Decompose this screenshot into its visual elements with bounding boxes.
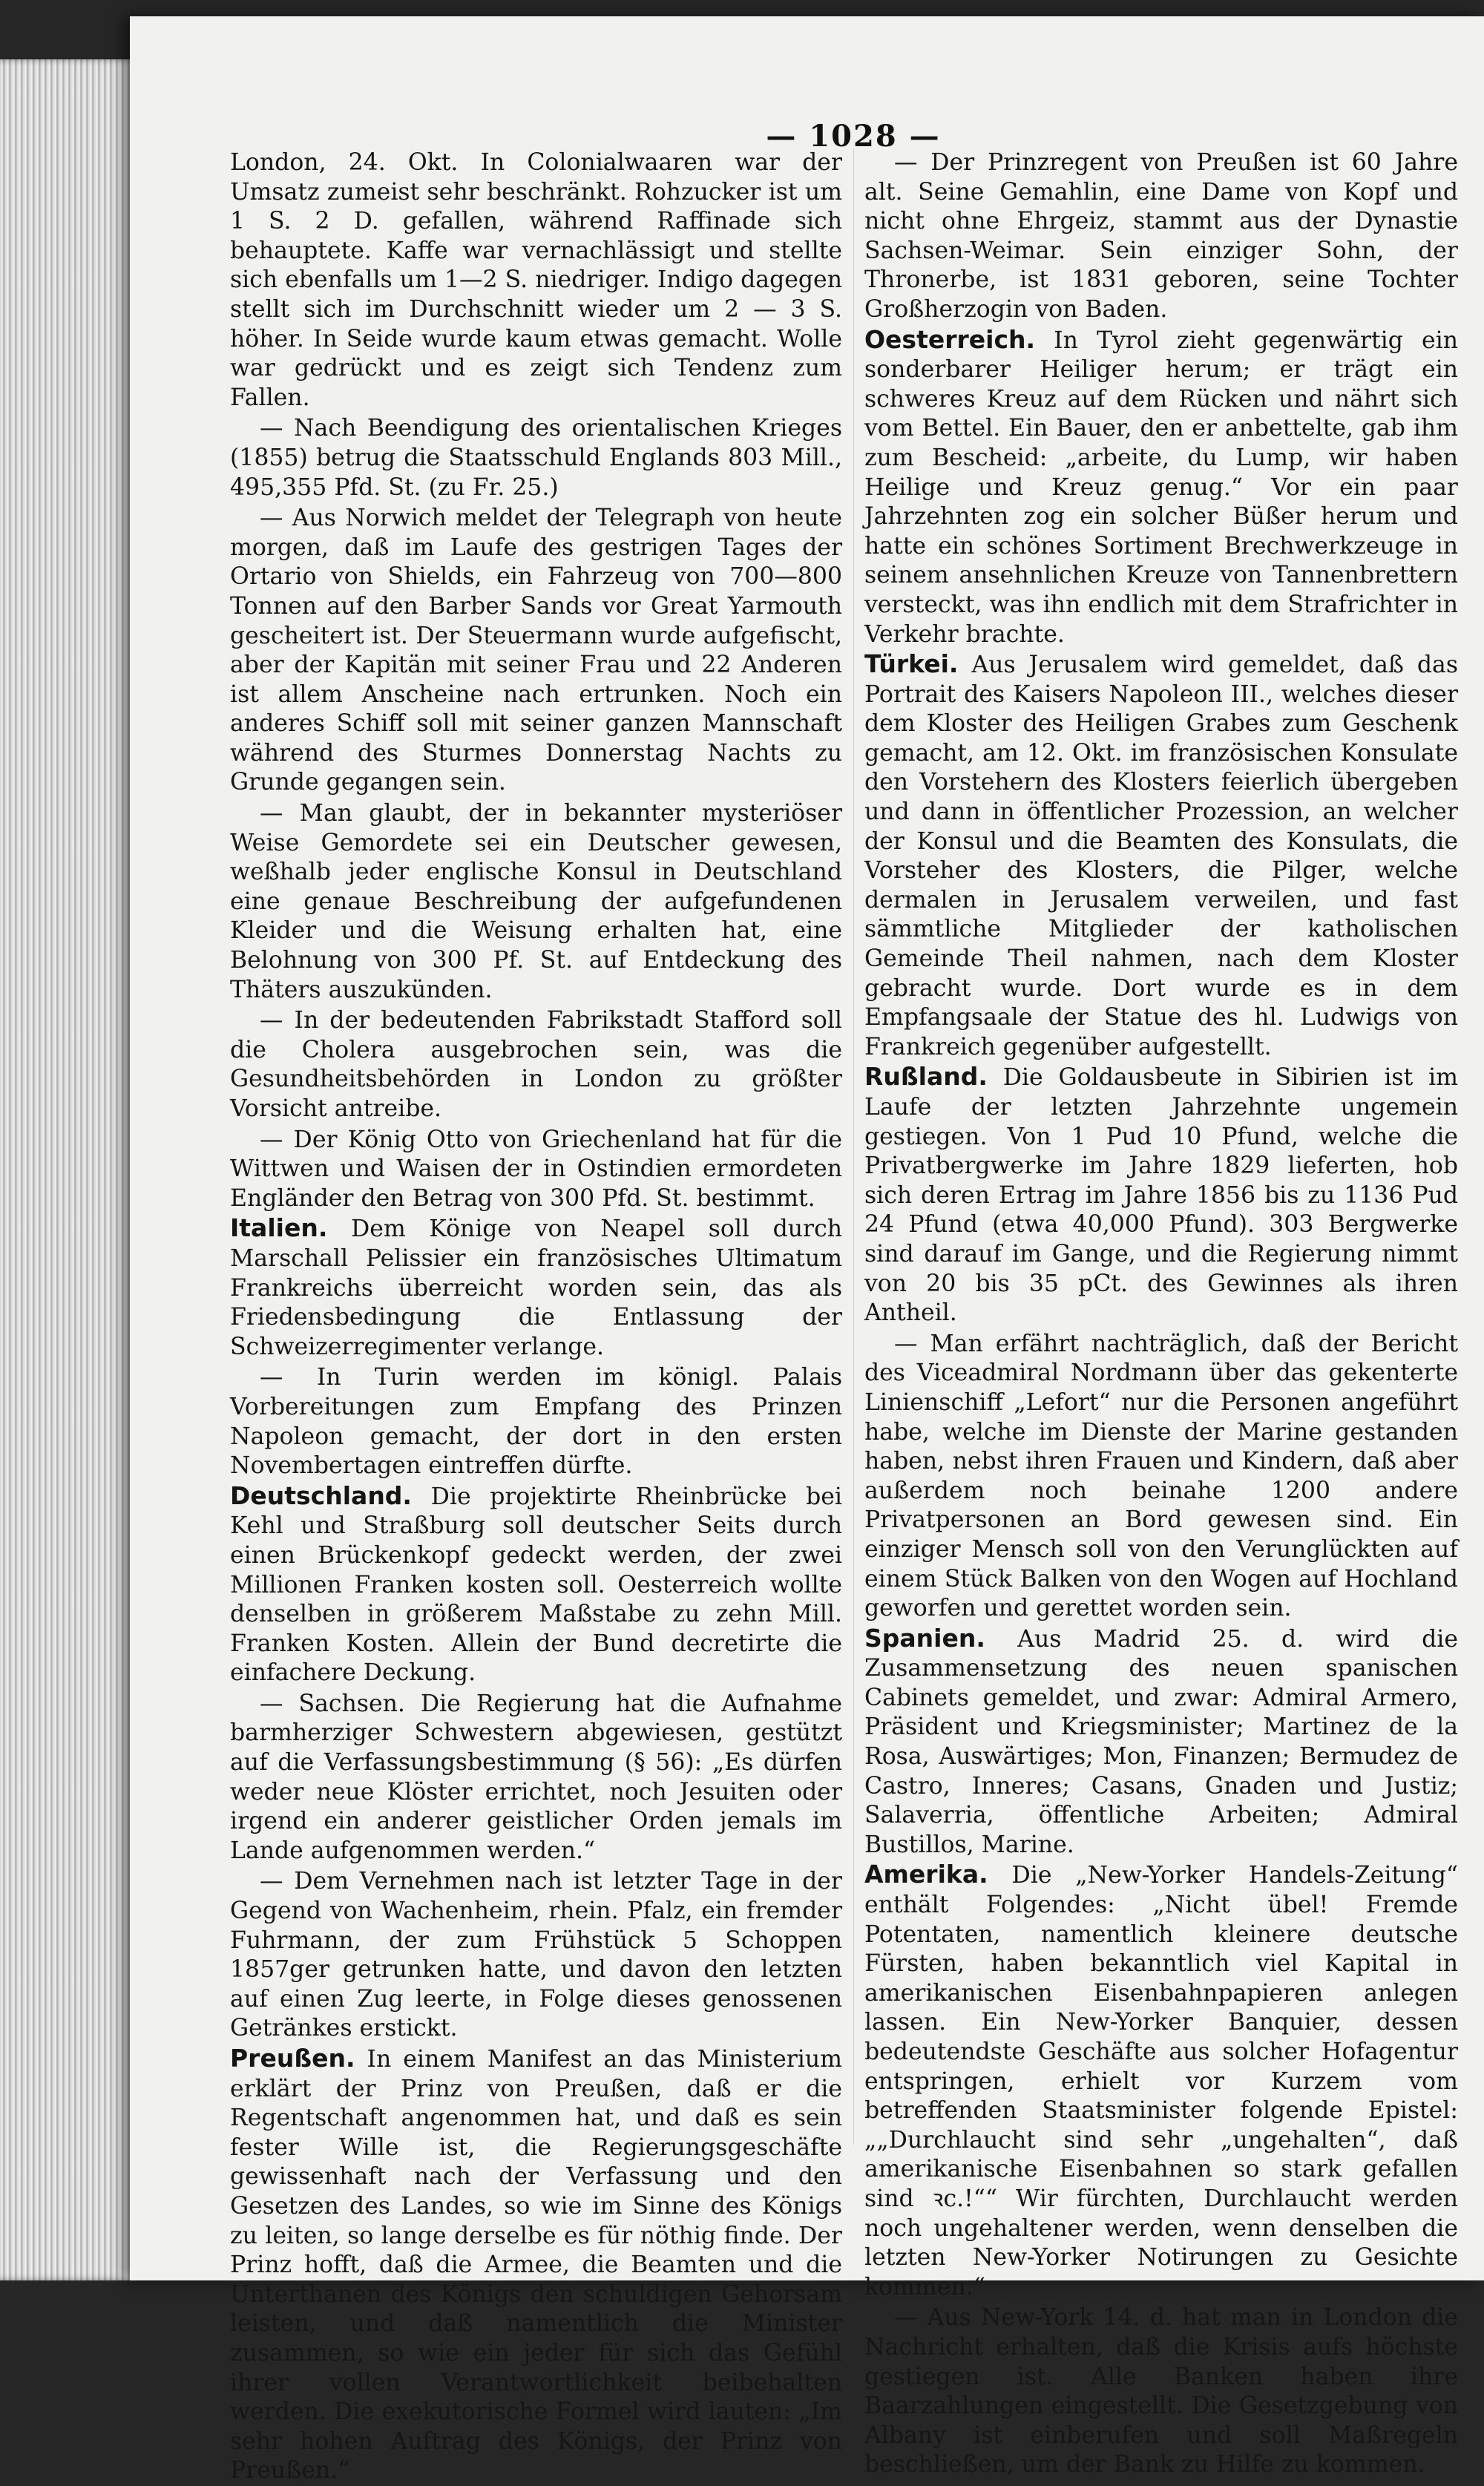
section-heading: Deutschland.	[230, 1480, 412, 1510]
page-number: — 1028 —	[766, 119, 941, 154]
article-nordmann: — Man erfährt nachträglich, daß der Bericht des Viceadmiral Nordmann über das gekenterte Linienschiff „Lefort“ nur die Personen angeführt habe, welche im Dienste der Marine gestanden haben, nebst ihren Frauen und Kindern, daß aber außerdem noch beinahe 1200 andere Privatpersonen an Bord gewesen sind. Ein einziger Mensch soll von den Verunglückten auf einem Stück Balken von den Wogen auf Hochland geworfen und gerettet worden sein.	[864, 1330, 1458, 1622]
section-heading: Spanien.	[864, 1623, 985, 1653]
article-new-york: — Aus New-York 14. d. hat man in London die Nachricht erhalten, daß die Krisis aufs höchste gestiegen ist. Alle Banken haben ihre Baarzahlungen eingestellt. Die Gesetzgebung von Albany ist einberufen und soll Maßregeln beschließen, um der Bank zu Hilfe zu kommen.	[864, 2304, 1458, 2479]
section-heading: Preußen.	[230, 2044, 355, 2073]
article-preussen: Preußen. In einem Manifest an das Ministerium erklärt der Prinz von Preußen, daß er die Regentschaft angenommen hat, und daß es sein fester Wille ist, die Regierungsgeschäfte gewissenhaft nach der Verfassung und den Gesetzen des Landes, so wie im Sinne des Königs zu leiten, so lange derselbe es für nöthig finde. Der Prinz hofft, daß die Armee, die Beamten und die Unterthanen des Königs den schuldigen Gehorsam leisten, und daß namentlich die Minister zusammen, so wie ein jeder für sich das Gefühl ihrer vollen Verantwortlichkeit beibehalten werden. Die exekutorische Formel wird lauten: „Im sehr hohen Auftrag des Königs, der Prinz von Preußen.“	[230, 2044, 843, 2485]
section-heading: Rußland.	[864, 1062, 988, 1092]
article-staatsschuld: — Nach Beendigung des orientalischen Krieges (1855) betrug die Staatsschuld Englands 803 Mill., 495,355 Pfd. St. (zu Fr. 25.)	[230, 415, 842, 501]
section-heading: Oesterreich.	[864, 324, 1036, 354]
section-heading: Italien.	[230, 1213, 328, 1243]
article-stafford: — In der bedeutenden Fabrikstadt Stafford soll die Cholera ausgebrochen sein, was die Gesundheitsbehörden in London zu größter Vorsicht antreibe.	[230, 1007, 842, 1122]
article-spanien: Spanien. Aus Madrid 25. d. wird die Zusammensetzung des neuen spanischen Cabinets gemeldet, und zwar: Admiral Armero, Präsident und Kriegsminister; Martinez de la Rosa, Auswärtiges; Mon, Finanzen; Bermudez de Castro, Inneres; Casans, Gnaden und Justiz; Salaverria, öffentliche Arbeiten; Admiral Bustillos, Marine.	[864, 1623, 1458, 1858]
article-italien: Italien. Dem Könige von Neapel soll durch Marschall Pelissier ein französisches Ultimatum Frankreichs überreicht worden sein, das als Friedensbedingung die Entlassung der Schweizerregimenter verlange.	[230, 1213, 843, 1360]
left-column	[230, 147, 842, 2486]
article-sachsen: — Sachsen. Die Regierung hat die Aufnahme barmherziger Schwestern abgewiesen, gestützt auf die Verfassungsbestimmung (§ 56): „Es dürfen weder neue Klöster errichtet, noch Jesuiten oder irgend ein anderer geistlicher Orden jemals im Lande aufgenommen werden.“	[230, 1690, 842, 1864]
article-gemordete: — Man glaubt, der in bekannter mysteriöser Weise Gemordete sei ein Deutscher gewesen, weßhalb jeder englische Konsul in Deutschland eine genaue Beschreibung der aufgefundenen Kleider und die Weisung erhalten hat, eine Belohnung von 300 Pf. St. auf Entdeckung des Thäters auszukünden.	[230, 800, 842, 1003]
article-oesterreich: Oesterreich. In Tyrol zieht gegenwärtig ein sonderbarer Heiliger herum; er trägt ein schweres Kreuz auf dem Rücken und nährt sich vom Bettel. Ein Bauer, den er anbettelte, gab ihm zum Bescheid: „arbeite, du Lump, wir haben Heilige und Kreuz genug.“ Vor ein paar Jahrzehnten zog ein solcher Büßer herum und hatte ein schönes Sortiment Brechwerkzeuge in seinem ansehnlichen Kreuze von Tannenbrettern versteckt, was ihn endlich mit dem Strafrichter in Verkehr brachte.	[864, 324, 1459, 648]
right-column	[864, 147, 1458, 2480]
article-russland: Rußland. Die Goldausbeute in Sibirien ist im Laufe der letzten Jahrzehnte ungemein gestiegen. Von 1 Pud 10 Pfund, welche die Privatbergwerke im Jahre 1829 lieferten, hob sich deren Ertrag im Jahre 1856 bis zu 1136 Pud 24 Pfund (etwa 40,000 Pfund). 303 Bergwerke sind darauf im Gange, und die Regierung nimmt von 20 bis 35 pCt. des Gewinnes als ihren Antheil.	[864, 1062, 1459, 1327]
section-heading: Türkei.	[864, 649, 959, 679]
article-prinzregent: — Der Prinzregent von Preußen ist 60 Jahre alt. Seine Gemahlin, eine Dame von Kopf und nicht ohne Ehrgeiz, stammt aus der Dynastie Sachsen-Weimar. Sein einziger Sohn, der Thronerbe, ist 1831 geboren, seine Tochter Großherzogin von Baden.	[864, 149, 1458, 323]
article-amerika: Amerika. Die „New-Yorker Handels-Zeitung“ enthält Folgendes: „Nicht übel! Fremde Potentaten, namentlich kleinere deutsche Fürsten, haben bekanntlich viel Kapital in amerikanischen Eisenbahnpapieren anlegen lassen. Ein New-Yorker Banquier, dessen bedeutendste Geschäfte aus solcher Hofagentur entspringen, erhielt vor Kurzem vom betreffenden Staatsminister folgende Epistel: „„Durchlaucht sind sehr „ungehalten“, daß amerikanische Eisenbahnen so stark gefallen sind ꝛc.!““ Wir fürchten, Durchlaucht werden noch ungehaltener werden, wenn denselben die letzten New-Yorker Notirungen zu Gesichte kommen.“	[864, 1860, 1458, 2300]
article-wachenheim: — Dem Vernehmen nach ist letzter Tage in der Gegend von Wachenheim, rhein. Pfalz, ein fremder Fuhrmann, der zum Frühstück 5 Schoppen 1857ger getrunken hatte, und davon den letzten auf einen Zug leerte, in Folge dieses genossenen Getränkes erstickt.	[230, 1868, 842, 2042]
article-deutschland: Deutschland. Die projektirte Rheinbrücke bei Kehl und Straßburg soll deutscher Seits durch einen Brückenkopf gedeckt werden, der zwei Millionen Franken kosten soll. Oesterreich wollte denselben in größerem Maßstabe zu zehn Mill. Franken Kosten. Allein der Bund decretirte die einfachere Deckung.	[230, 1480, 842, 1687]
article-koenig-otto: — Der König Otto von Griechenland hat für die Wittwen und Waisen der in Ostindien ermordeten Engländer den Betrag von 300 Pfd. St. bestimmt.	[230, 1126, 842, 1212]
column-divider	[853, 148, 854, 2145]
book-page-edges	[0, 59, 141, 2280]
article-london-colonial: London, 24. Okt. In Colonialwaaren war der Umsatz zumeist sehr beschränkt. Rohzucker ist um 1 S. 2 D. gefallen, während Raffinade sich behauptete. Kaffe war vernachlässigt und stellte sich ebenfalls um 1—2 S. niedriger. Indigo dagegen stellt sich im Durchschnitt wieder um 2 — 3 S. höher. In Seide wurde kaum etwas gemacht. Wolle war gedrückt und es zeigt sich Tendenz zum Fallen.	[230, 149, 842, 411]
article-tuerkei: Türkei. Aus Jerusalem wird gemeldet, daß das Portrait des Kaisers Napoleon III., welches dieser dem Kloster des Heiligen Grabes zum Geschenk gemacht, am 12. Okt. im französischen Konsulate den Vorstehern des Klosters feierlich übergeben und dann in öffentlicher Prozession, an welcher der Konsul und die Beamten des Konsulats, die Vorsteher des Klosters, die Pilger, welche dermalen in Jerusalem verweilen, und fast sämmtliche Mitglieder der katholischen Gemeinde Theil nahmen, nach dem Kloster gebracht wurde. Dort wurde es in dem Empfangsaale der Statue des hl. Ludwigs von Frankreich gegenüber aufgestellt.	[864, 649, 1458, 1060]
section-heading: Amerika.	[864, 1860, 988, 1889]
article-turin: — In Turin werden im königl. Palais Vorbereitungen zum Empfang des Prinzen Napoleon gemacht, der dort in den ersten Novembertagen eintreffen dürfte.	[230, 1364, 842, 1480]
article-norwich: — Aus Norwich meldet der Telegraph von heute morgen, daß im Laufe des gestrigen Tages der Ortario von Shields, ein Fahrzeug von 700—800 Tonnen auf den Barber Sands vor Great Yarmouth gescheitert ist. Der Steuermann wurde aufgefischt, aber der Kapitän mit seiner Frau und 22 Anderen ist allem Anscheine nach ertrunken. Noch ein anderes Schiff soll mit seiner ganzen Mannschaft während des Sturmes Donnerstag Nachts zu Grunde gegangen sein.	[230, 505, 842, 796]
